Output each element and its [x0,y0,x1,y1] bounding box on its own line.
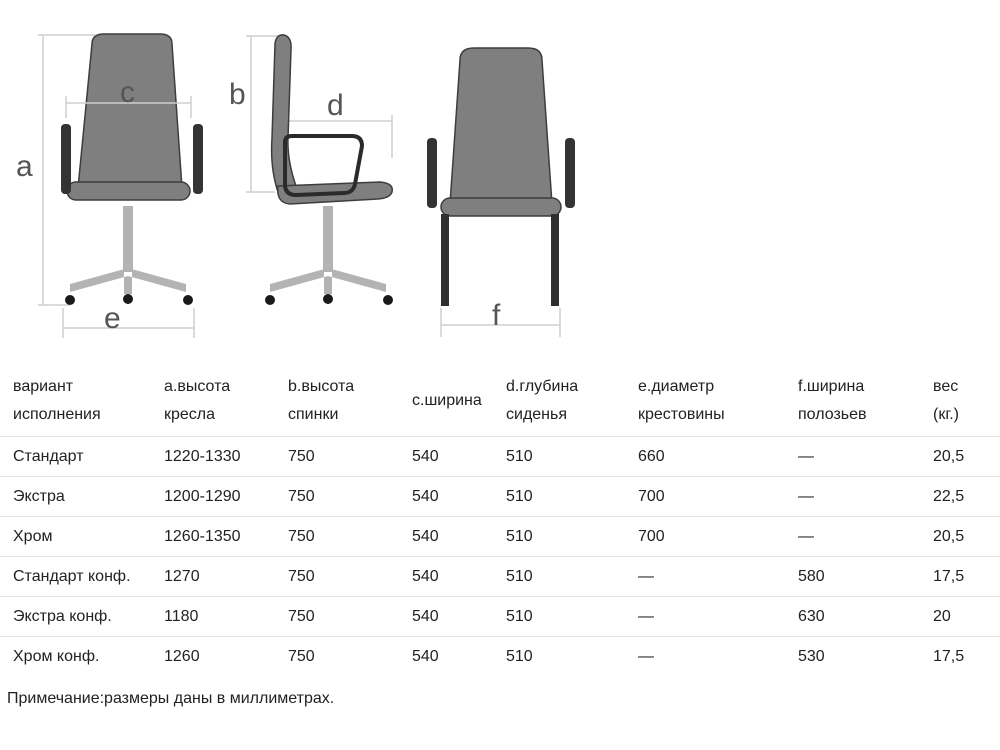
table-header-row [0,366,1000,437]
left-armrest [61,124,71,194]
left-sled-leg [441,214,449,306]
table-cell: 750 [275,517,399,557]
conference-view-chair [427,48,575,337]
table-cell: 540 [399,437,493,477]
table-cell: 750 [275,637,399,677]
side-star-base [270,268,386,294]
table-cell: 1200-1290 [151,477,275,517]
table-cell: 750 [275,477,399,517]
table-row [0,437,1000,477]
table-cell: 510 [493,477,625,517]
table-cell: — [625,597,785,637]
table-cell: 17,5 [920,557,1000,597]
table-cell: — [785,517,920,557]
chair-dimension-diagram [0,0,1000,345]
table-cell: 17,5 [920,637,1000,677]
header-base-diameter: e.диаметр крестовины [625,366,785,437]
table-cell: 1270 [151,557,275,597]
header-chair-height: a.высота кресла [151,366,275,437]
table-cell: 510 [493,637,625,677]
wheel [383,295,393,305]
side-view-chair [229,35,393,305]
table-cell: — [625,637,785,677]
table-cell: 700 [625,477,785,517]
wheel [123,294,133,304]
label-f: f [492,299,501,332]
table-cell: 1220-1330 [151,437,275,477]
header-seat-depth: d.глубина сиденья [493,366,625,437]
table-cell: 750 [275,437,399,477]
table-cell: 510 [493,557,625,597]
wheel [265,295,275,305]
table-cell: Хром конф. [0,637,151,677]
label-b: b [229,78,246,111]
table-cell: 540 [399,597,493,637]
table-cell: 20,5 [920,437,1000,477]
label-d: d [327,89,344,122]
front-column [123,206,133,270]
table-cell: 20,5 [920,517,1000,557]
table-cell: 1180 [151,597,275,637]
table-cell: 540 [399,637,493,677]
table-cell: 510 [493,597,625,637]
conference-seat [441,198,561,216]
table-cell: 540 [399,477,493,517]
label-a: a [16,150,33,183]
wheel [323,294,333,304]
table-cell: Экстра конф. [0,597,151,637]
table-cell: 750 [275,557,399,597]
table-cell: 510 [493,517,625,557]
front-backrest [78,34,182,188]
table-cell: — [785,477,920,517]
table-row [0,477,1000,517]
table-cell: 700 [625,517,785,557]
header-back-height: b.высота спинки [275,366,399,437]
label-c: c [120,76,135,109]
side-column [323,206,333,270]
front-view-chair [16,34,203,338]
table-cell: Экстра [0,477,151,517]
footnote: Примечание:размеры даны в миллиметрах. [7,690,335,707]
front-seat [67,182,190,200]
table-cell: 630 [785,597,920,637]
table-cell: 580 [785,557,920,597]
conference-backrest [450,48,552,204]
table-cell: 530 [785,637,920,677]
left-armrest [427,138,437,208]
table-row [0,557,1000,597]
header-variant: вариант исполнения [0,366,151,437]
wheel [183,295,193,305]
table-cell: 510 [493,437,625,477]
table-cell: 22,5 [920,477,1000,517]
specifications-table [0,366,1000,676]
front-star-base [70,268,186,294]
table-cell: 750 [275,597,399,637]
label-e: e [104,302,121,335]
right-armrest [565,138,575,208]
header-weight: вес (кг.) [920,366,1000,437]
table-cell: 660 [625,437,785,477]
table-cell: 1260-1350 [151,517,275,557]
table-cell: Хром [0,517,151,557]
right-armrest [193,124,203,194]
wheel [65,295,75,305]
table-cell: Стандарт [0,437,151,477]
table-cell: — [625,557,785,597]
table-cell: 540 [399,517,493,557]
header-width: c.ширина [399,366,493,437]
table-cell: Стандарт конф. [0,557,151,597]
table-cell: 1260 [151,637,275,677]
table-row [0,637,1000,677]
table-row [0,517,1000,557]
table-cell: — [785,437,920,477]
right-sled-leg [551,214,559,306]
table-row [0,597,1000,637]
table-cell: 20 [920,597,1000,637]
header-sled-width: f.ширина полозьев [785,366,920,437]
table-cell: 540 [399,557,493,597]
